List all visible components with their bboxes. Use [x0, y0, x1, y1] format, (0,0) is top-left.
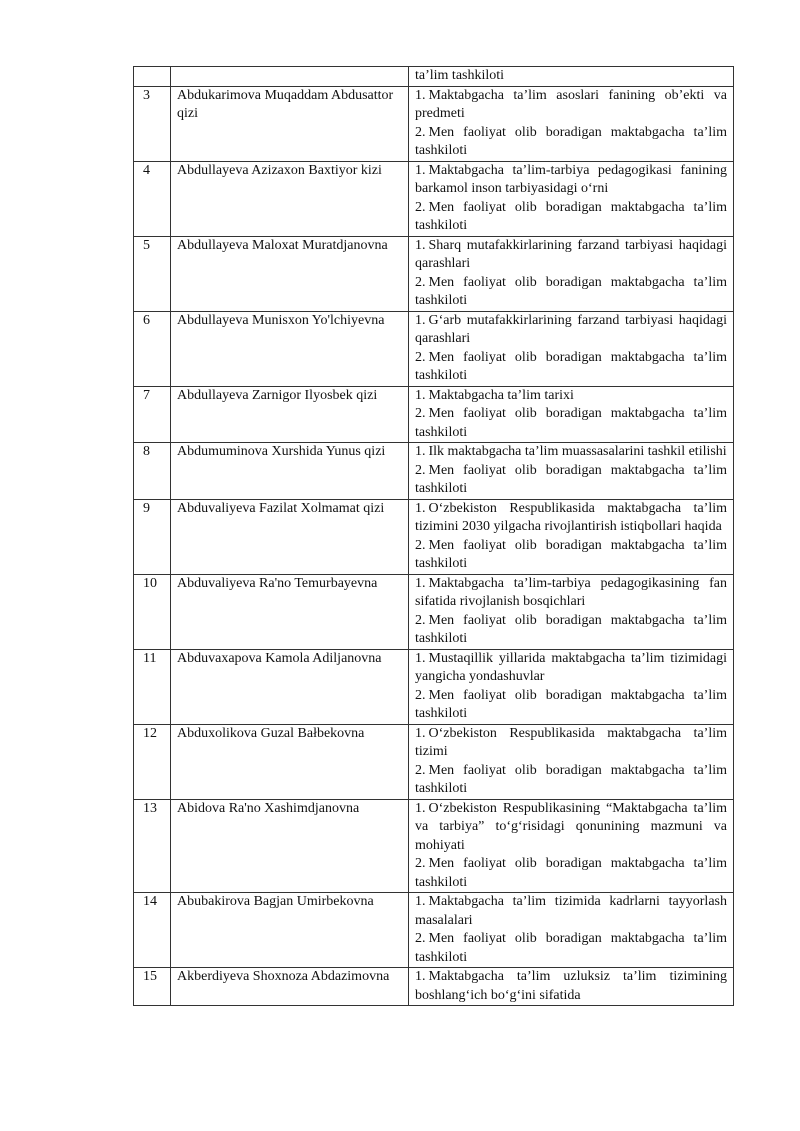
topic-number: 1.	[415, 312, 426, 328]
participant-name: Abduvaxapova Kamola Adiljanovna	[171, 649, 409, 724]
topic-item	[415, 349, 727, 386]
topic-cell	[409, 574, 734, 649]
row-number: 12	[134, 724, 171, 799]
participant-name: Abduvaliyeva Ra'no Temurbayevna	[171, 574, 409, 649]
topic-item	[415, 124, 727, 161]
topic-item	[415, 650, 727, 687]
topic-number: 1.	[415, 500, 426, 516]
topic-text: O‘zbekiston Respublikasida maktabgacha ta’lim tizimi	[415, 725, 727, 759]
topic-item	[415, 199, 727, 236]
topic-number: 1.	[415, 162, 426, 178]
topic-item	[415, 67, 727, 86]
topic-number: 2.	[415, 274, 426, 290]
topic-item	[415, 500, 727, 537]
topic-text: Ilk maktabgacha ta’lim muassasalarini tashkil etilishi	[428, 444, 727, 459]
topic-text: Maktabgacha ta’lim tarixi	[428, 387, 574, 403]
topic-item	[415, 762, 727, 799]
row-number: 5	[134, 236, 171, 311]
topic-cell	[409, 443, 734, 500]
table-row	[134, 968, 734, 1006]
row-number: 14	[134, 893, 171, 968]
row-number: 11	[134, 649, 171, 724]
topic-number: 2.	[415, 856, 426, 871]
topic-number: 2.	[415, 612, 426, 628]
topic-number: 2.	[415, 931, 426, 946]
topic-text: G‘arb mutafakkirlarining farzand tarbiyasi haqidagi qarashlari	[415, 312, 727, 346]
topic-cell	[409, 236, 734, 311]
participant-name: Abdukarimova Muqaddam Abdusattor qizi	[171, 86, 409, 161]
topic-text: Maktabgacha ta’lim-tarbiya pedagogikasi fanining barkamol inson tarbiyasidagi o‘rni	[415, 162, 727, 196]
topic-text: Maktabgacha ta’lim uzluksiz ta’lim tizimining boshlang‘ich bo‘g‘ini sifatida	[415, 969, 727, 1003]
topic-text: O‘zbekiston Respublikasida maktabgacha ta’lim tizimini 2030 yilgacha rivojlantirish istiqbollari haqida	[415, 500, 727, 534]
table-row	[134, 86, 734, 161]
topic-item	[415, 968, 727, 1005]
topic-text: Men faoliyat olib boradigan maktabgacha ta’lim tashkiloti	[415, 856, 727, 890]
topic-number: 2.	[415, 349, 426, 365]
topic-text: Maktabgacha ta’lim tizimida kadrlarni tayyorlash masalalari	[415, 894, 727, 928]
topic-number: 1.	[415, 387, 426, 403]
row-number	[134, 67, 171, 87]
participant-name	[171, 67, 409, 87]
topic-item	[415, 725, 727, 762]
row-number: 4	[134, 161, 171, 236]
table-row	[134, 893, 734, 968]
topic-item	[415, 687, 727, 724]
row-number: 6	[134, 311, 171, 386]
topic-number: 1.	[415, 87, 426, 103]
topic-text: Men faoliyat olib boradigan maktabgacha ta’lim tashkiloti	[415, 199, 727, 233]
topic-item	[415, 237, 727, 274]
topic-number: 1.	[415, 650, 426, 666]
topic-cell	[409, 86, 734, 161]
topic-number: 2.	[415, 687, 426, 703]
table-row	[134, 311, 734, 386]
table-body	[134, 67, 734, 1006]
topic-cell	[409, 67, 734, 87]
topic-cell	[409, 499, 734, 574]
topic-item	[415, 462, 727, 499]
topic-item	[415, 800, 727, 856]
row-number: 7	[134, 386, 171, 443]
row-number: 13	[134, 799, 171, 893]
topic-text: O‘zbekiston Respublikasining “Maktabgacha ta’lim va tarbiya” to‘g‘risidagi qonunining mazmuni va mohiyati	[415, 800, 727, 853]
topic-text: Maktabgacha ta’lim-tarbiya pedagogikasining fan sifatida rivojlanish bosqichlari	[415, 575, 727, 609]
topic-number: 2.	[415, 762, 426, 778]
topic-cell	[409, 649, 734, 724]
topic-text: Men faoliyat olib boradigan maktabgacha ta’lim tashkiloti	[415, 931, 727, 965]
table-row	[134, 443, 734, 500]
topic-item	[415, 930, 727, 967]
topic-text: Men faoliyat olib boradigan maktabgacha ta’lim tashkiloti	[415, 124, 727, 158]
topic-number: 2.	[415, 462, 426, 478]
topic-item	[415, 893, 727, 930]
row-number: 9	[134, 499, 171, 574]
row-number: 3	[134, 86, 171, 161]
table-row	[134, 67, 734, 87]
topic-number: 2.	[415, 406, 426, 421]
topic-text: Maktabgacha ta’lim asoslari fanining ob’ekti va predmeti	[415, 87, 727, 121]
topic-item	[415, 537, 727, 574]
topic-number: 1.	[415, 725, 426, 741]
topic-number: 1.	[415, 444, 426, 459]
topic-item	[415, 405, 727, 442]
topic-text: Sharq mutafakkirlarining farzand tarbiyasi haqidagi qarashlari	[415, 237, 727, 271]
topic-item	[415, 855, 727, 892]
topic-number: 1.	[415, 237, 426, 253]
topic-number: 1.	[415, 894, 426, 909]
topics-table	[133, 66, 734, 1006]
topic-number: 2.	[415, 124, 426, 140]
topic-cell	[409, 311, 734, 386]
participant-name: Abubakirova Bagjan Umirbekovna	[171, 893, 409, 968]
topic-item	[415, 575, 727, 612]
topic-number: 2.	[415, 199, 426, 215]
table-row	[134, 499, 734, 574]
topic-number: 1.	[415, 800, 426, 816]
topic-item	[415, 162, 727, 199]
topic-cell	[409, 893, 734, 968]
participant-name: Abdullayeva Munisxon Yo'lchiyevna	[171, 311, 409, 386]
table-row	[134, 161, 734, 236]
topic-cell	[409, 386, 734, 443]
topic-text: Men faoliyat olib boradigan maktabgacha ta’lim tashkiloti	[415, 687, 727, 721]
participant-name: Abduxolikova Guzal Bałbekovna	[171, 724, 409, 799]
topic-number: 2.	[415, 537, 426, 553]
participant-name: Abdullayeva Zarnigor Ilyosbek qizi	[171, 386, 409, 443]
topic-cell	[409, 799, 734, 893]
participant-name: Abduvaliyeva Fazilat Xolmamat qizi	[171, 499, 409, 574]
participant-name: Abdullayeva Azizaxon Baxtiyor kizi	[171, 161, 409, 236]
table-row	[134, 799, 734, 893]
topic-item	[415, 274, 727, 311]
row-number: 10	[134, 574, 171, 649]
topic-text: Men faoliyat olib boradigan maktabgacha ta’lim tashkiloti	[415, 462, 727, 496]
row-number: 8	[134, 443, 171, 500]
topic-item	[415, 387, 727, 406]
table-row	[134, 236, 734, 311]
table-row	[134, 386, 734, 443]
participant-name: Abidova Ra'no Xashimdjanovna	[171, 799, 409, 893]
topic-text: Men faoliyat olib boradigan maktabgacha ta’lim tashkiloti	[415, 406, 727, 440]
topic-text: Men faoliyat olib boradigan maktabgacha ta’lim tashkiloti	[415, 537, 727, 571]
topic-item	[415, 312, 727, 349]
topic-cell	[409, 161, 734, 236]
topic-number: 1.	[415, 575, 426, 591]
topic-cell	[409, 968, 734, 1006]
topic-item	[415, 612, 727, 649]
topic-item	[415, 87, 727, 124]
topic-text: Men faoliyat olib boradigan maktabgacha ta’lim tashkiloti	[415, 762, 727, 796]
participant-name: Abdumuminova Xurshida Yunus qizi	[171, 443, 409, 500]
table-row	[134, 724, 734, 799]
participant-name: Akberdiyeva Shoxnoza Abdazimovna	[171, 968, 409, 1006]
topic-text: ta’lim tashkiloti	[415, 68, 505, 83]
topic-text: Mustaqillik yillarida maktabgacha ta’lim tizimidagi yangicha yondashuvlar	[415, 650, 727, 684]
table-row	[134, 649, 734, 724]
topic-text: Men faoliyat olib boradigan maktabgacha ta’lim tashkiloti	[415, 349, 727, 383]
topic-number: 1.	[415, 969, 426, 984]
topic-text: Men faoliyat olib boradigan maktabgacha ta’lim tashkiloti	[415, 612, 727, 646]
topic-text: Men faoliyat olib boradigan maktabgacha ta’lim tashkiloti	[415, 274, 727, 308]
topic-cell	[409, 724, 734, 799]
table-row	[134, 574, 734, 649]
participant-name: Abdullayeva Maloxat Muratdjanovna	[171, 236, 409, 311]
topic-item	[415, 443, 727, 462]
row-number: 15	[134, 968, 171, 1006]
